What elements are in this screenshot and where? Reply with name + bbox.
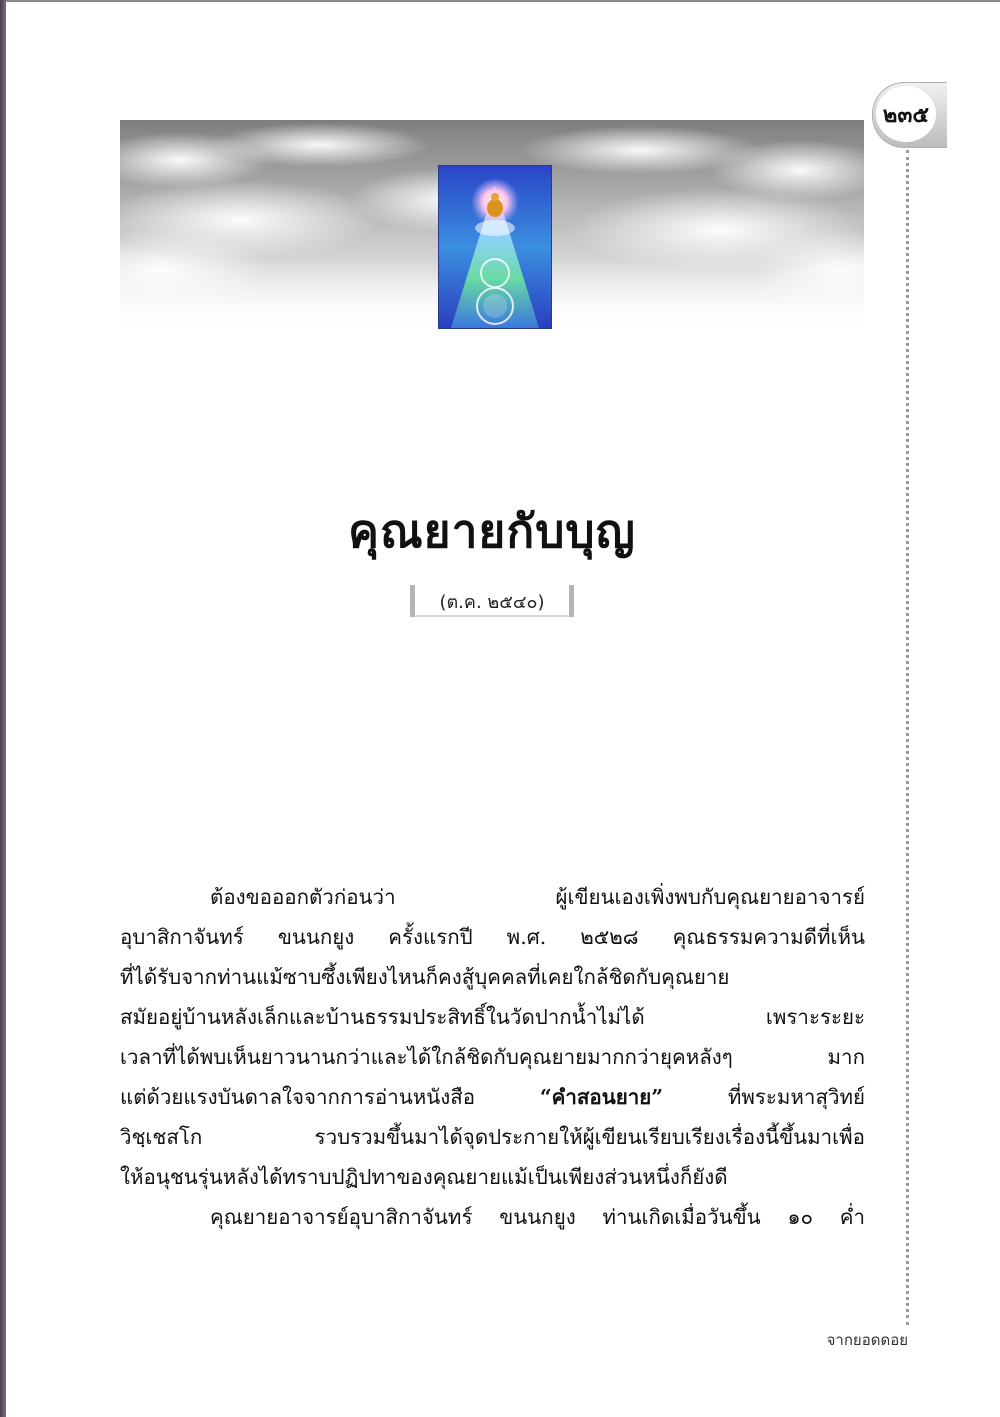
- date-note: [410, 585, 574, 617]
- body-paragraphs: [120, 877, 865, 1237]
- page-number: ๒๓๕: [876, 86, 936, 142]
- body-line: เวลาที่ได้พบเห็นยาวนานกว่าและได้ใกล้ชิดกับคุณยายมากกว่ายุคหลังๆ มาก: [120, 1045, 865, 1069]
- page-spine-edge: [0, 0, 6, 1417]
- date-note-text: (ต.ค. ๒๕๔๐): [439, 591, 545, 613]
- meditation-illustration: [438, 165, 552, 329]
- chapter-title: คุณยายกับบุญ: [348, 504, 636, 558]
- body-line: อุบาสิกาจันทร์ ขนนกยูง ครั้งแรกปี พ.ศ. ๒๕๒๘ คุณธรรมความดีที่เห็น: [120, 925, 865, 949]
- top-border: [0, 0, 1000, 2]
- body-line: วิชฺเชสโก รวบรวมขึ้นมาได้จุดประกายให้ผู้เขียนเรียบเรียงเรื่องนี้ขึ้นมาเพื่อ: [120, 1125, 865, 1149]
- body-text-segment: ที่พระมหาสุวิทย์: [663, 1085, 865, 1109]
- body-line: คุณยายอาจารย์อุบาสิกาจันทร์ ขนนกยูง ท่านเกิดเมื่อวันขึ้น ๑๐ ค่ำ: [210, 1205, 865, 1229]
- dotted-margin-rule: [906, 150, 909, 1325]
- body-line: ที่ได้รับจากท่านแม้ซาบซึ้งเพียงไหนก็คงสู้บุคคลที่เคยใกล้ชิดกับคุณยาย: [120, 965, 730, 989]
- running-footer: จากยอดดอย: [826, 1331, 908, 1349]
- body-text-segment: แต่ด้วยแรงบันดาลใจจากการอ่านหนังสือ: [120, 1085, 540, 1109]
- body-line: ให้อนุชนรุ่นหลังได้ทราบปฏิปทาของคุณยายแม้เป็นเพียงส่วนหนึ่งก็ยังดี: [120, 1165, 728, 1189]
- body-line: ต้องขอออกตัวก่อนว่า ผู้เขียนเองเพิ่งพบกับคุณยายอาจารย์: [210, 885, 865, 909]
- body-line-with-book-title: [120, 1077, 865, 1117]
- body-line: สมัยอยู่บ้านหลังเล็กและบ้านธรรมประสิทธิ์ในวัดปากน้ำไม่ได้ เพราะระยะ: [120, 1005, 865, 1029]
- book-title-emphasis: “คำสอนยาย”: [539, 1085, 664, 1109]
